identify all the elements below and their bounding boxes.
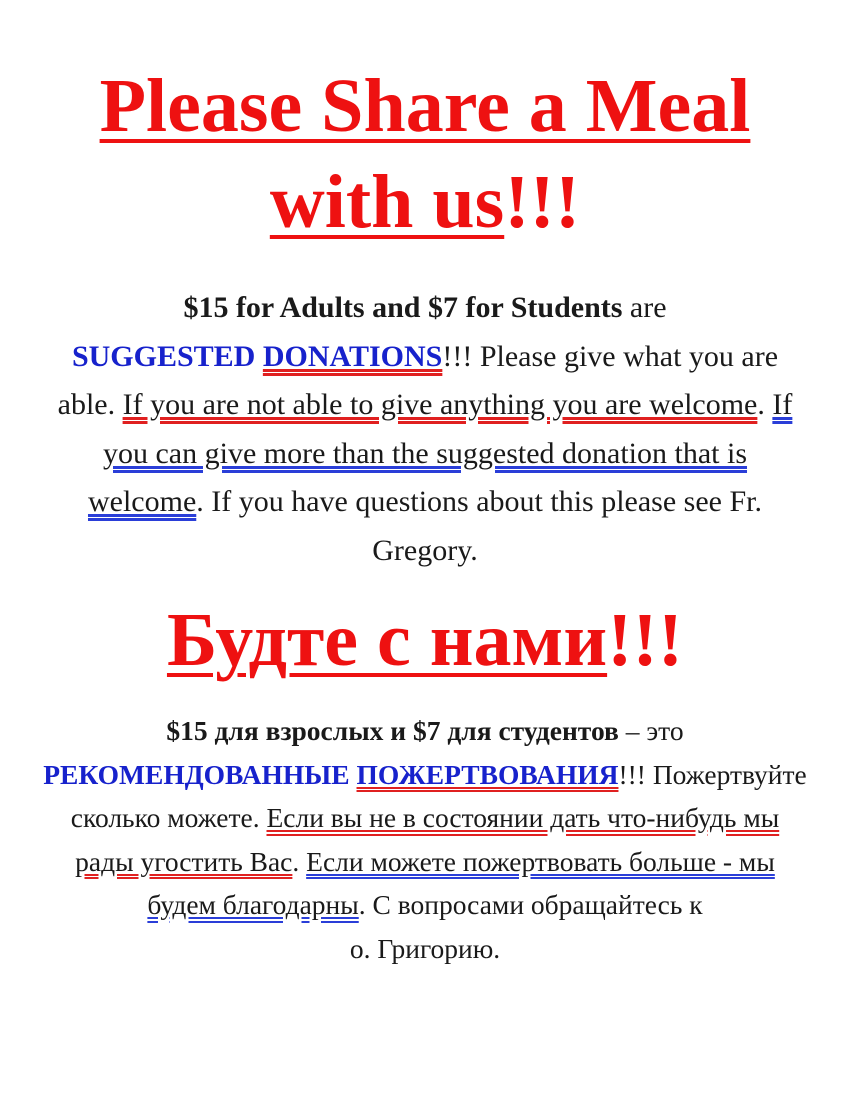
english-title	[0, 58, 850, 250]
russian-more-sentence: Если можете пожертвовать больше - мы будем благодарны	[147, 845, 775, 920]
russian-body-paragraph	[40, 709, 810, 970]
english-period-1: .	[757, 388, 773, 421]
english-title-line-1: Please Share a Meal	[99, 64, 751, 148]
russian-not-able-sentence: Если вы не в состоянии дать что-нибудь мы рады угостить Вас	[75, 802, 780, 877]
english-title-line-2	[0, 154, 850, 250]
english-suggested-text: SUGGESTED	[71, 339, 256, 373]
english-after-donations-text: !!! Please give what you are able.	[57, 339, 779, 421]
english-price-text: $15 for Adults and $7 for Students	[183, 291, 623, 324]
russian-price-text: $15 для взрослых и $7 для студентов	[166, 715, 619, 746]
russian-title	[0, 594, 850, 686]
russian-closing-text-1: . С вопросами обращайтесь к	[358, 889, 703, 920]
russian-title-main: Будте с нами	[166, 598, 608, 682]
english-closing-text: . If you have questions about this please see Fr. Gregory.	[196, 485, 762, 567]
russian-title-exclamation: !!!	[607, 598, 684, 682]
russian-after-donations-text: !!! Пожертвуйте сколько можете.	[70, 758, 807, 833]
russian-dash-text: – это	[618, 715, 684, 746]
english-space	[255, 340, 263, 373]
russian-donations-text: ПОЖЕРТВОВАНИЯ	[356, 758, 619, 790]
english-are-text: are	[622, 291, 667, 324]
russian-space	[350, 759, 357, 790]
russian-period-1: .	[292, 845, 307, 877]
russian-recommended-text: РЕКОМЕНДОВАННЫЕ	[43, 758, 350, 790]
english-body-paragraph	[48, 284, 802, 575]
english-donations-text: DONATIONS	[262, 339, 443, 373]
english-not-able-sentence: If you are not able to give anything you are welcome	[122, 388, 758, 421]
english-title-exclamation: !!!	[504, 160, 581, 244]
russian-closing-text-2: о. Григорию.	[349, 932, 501, 964]
english-more-than-sentence: If you can give more than the suggested donation that is welcome	[87, 388, 793, 518]
english-title-with-us: with us	[269, 160, 505, 244]
